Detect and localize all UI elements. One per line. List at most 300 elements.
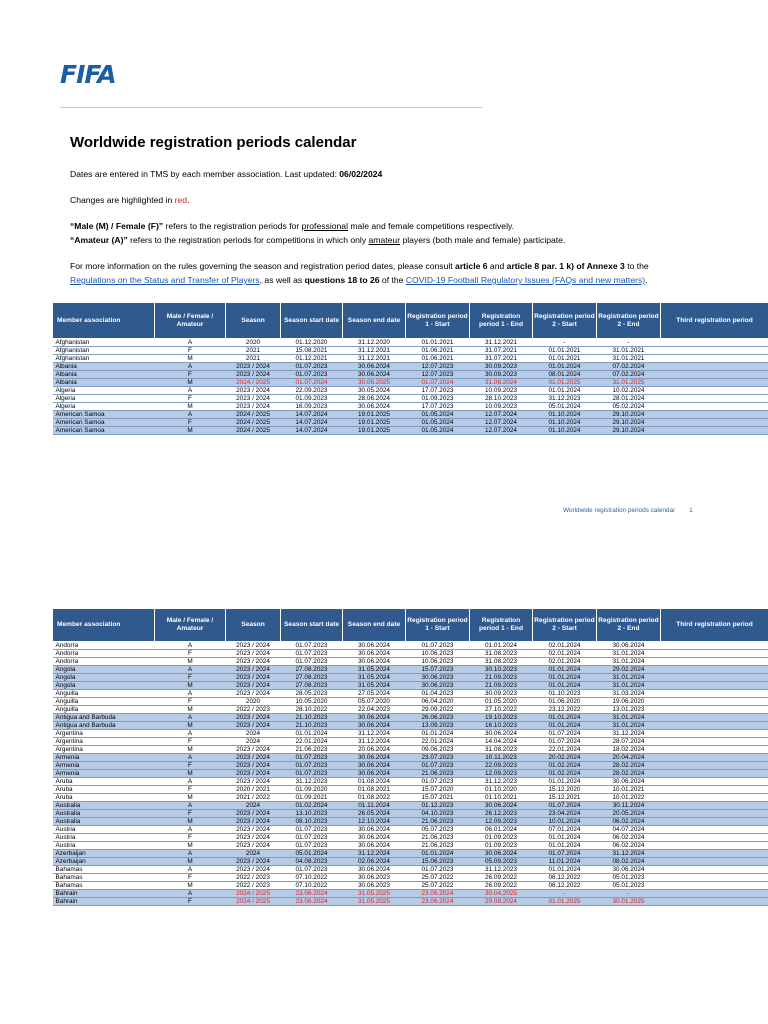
header-period1-end: Registration period 1 - End — [470, 609, 533, 642]
table-row — [53, 818, 768, 826]
cell-period2-start: 01.06.2020 — [533, 698, 597, 706]
cell-season-end: 01.08.2024 — [343, 778, 406, 786]
cell-season-start: 01.07.2024 — [281, 379, 343, 387]
table-row — [53, 762, 768, 770]
cell-season: 2023 / 2024 — [226, 674, 281, 682]
cell-season-start: 01.09.2020 — [281, 786, 343, 794]
more-info-text-4: , as well as — [259, 275, 305, 285]
cell-season: 2023 / 2024 — [226, 746, 281, 754]
cell-period2-end: 29.02.2024 — [597, 666, 661, 674]
cell-third-period — [661, 427, 768, 435]
cell-gender: A — [155, 666, 226, 674]
cell-gender: A — [155, 778, 226, 786]
cell-third-period — [661, 379, 768, 387]
cell-season-end: 01.08.2022 — [343, 794, 406, 802]
cell-season: 2024 / 2025 — [226, 419, 281, 427]
table-header-row — [53, 303, 768, 339]
cell-period1-end: 05.09.2023 — [470, 858, 533, 866]
cell-season: 2024 / 2025 — [226, 379, 281, 387]
cell-season: 2023 / 2024 — [226, 762, 281, 770]
cell-member-association: Bahamas — [53, 874, 155, 882]
cell-period1-end: 31.12.2021 — [470, 339, 533, 347]
cell-third-period — [661, 411, 768, 419]
cell-period2-start: 22.01.2024 — [533, 746, 597, 754]
cell-third-period — [661, 778, 768, 786]
table-row — [53, 427, 768, 435]
fifa-logo: FIFA — [60, 60, 116, 89]
cell-period1-start: 12.07.2023 — [406, 363, 470, 371]
cell-period1-end: 01.10.2020 — [470, 786, 533, 794]
cell-third-period — [661, 770, 768, 778]
cell-member-association: Angola — [53, 682, 155, 690]
cell-period2-start: 01.01.2024 — [533, 674, 597, 682]
table-row — [53, 682, 768, 690]
cell-period1-start: 17.07.2023 — [406, 403, 470, 411]
cell-period2-start: 01.10.2024 — [533, 411, 597, 419]
cell-period1-end: 30.06.2024 — [470, 802, 533, 810]
cell-season: 2023 / 2024 — [226, 690, 281, 698]
cell-period1-start: 10.06.2023 — [406, 658, 470, 666]
cell-season: 2023 / 2024 — [226, 770, 281, 778]
cell-third-period — [661, 882, 768, 890]
cell-member-association: Austria — [53, 842, 155, 850]
cell-season-end: 30.06.2024 — [343, 658, 406, 666]
cell-gender: M — [155, 794, 226, 802]
cell-period1-end: 31.08.2023 — [470, 658, 533, 666]
cell-period1-end: 31.08.2023 — [470, 650, 533, 658]
cell-season: 2020 — [226, 339, 281, 347]
cell-gender: F — [155, 898, 226, 906]
cell-member-association: Argentina — [53, 738, 155, 746]
cell-period1-start: 15.06.2023 — [406, 858, 470, 866]
cell-season: 2023 / 2024 — [226, 387, 281, 395]
cell-season: 2023 / 2024 — [226, 682, 281, 690]
cell-season: 2021 — [226, 355, 281, 363]
cell-period2-end: 04.07.2024 — [597, 826, 661, 834]
cell-period1-end: 10.09.2023 — [470, 387, 533, 395]
cell-period2-end: 31.01.2024 — [597, 714, 661, 722]
cell-period2-start: 01.01.2025 — [533, 379, 597, 387]
cell-period2-end: 28.01.2024 — [597, 395, 661, 403]
cell-third-period — [661, 834, 768, 842]
document-page-2 — [0, 540, 768, 1024]
cell-gender: M — [155, 403, 226, 411]
cell-period2-start: 01.01.2021 — [533, 355, 597, 363]
cell-gender: M — [155, 658, 226, 666]
cell-gender: A — [155, 714, 226, 722]
cell-period2-end: 05.01.2023 — [597, 874, 661, 882]
cell-third-period — [661, 363, 768, 371]
cell-member-association: Australia — [53, 810, 155, 818]
cell-member-association: Aruba — [53, 794, 155, 802]
cell-third-period — [661, 754, 768, 762]
cell-period2-start: 02.01.2024 — [533, 658, 597, 666]
cell-season: 2023 / 2024 — [226, 858, 281, 866]
cell-period2-end: 31.01.2025 — [597, 379, 661, 387]
cell-season-start: 07.10.2022 — [281, 874, 343, 882]
cell-season-start: 27.08.2023 — [281, 666, 343, 674]
cell-member-association: American Samoa — [53, 411, 155, 419]
cell-period2-start: 01.01.2024 — [533, 866, 597, 874]
cell-season-start: 04.08.2023 — [281, 858, 343, 866]
cell-gender: M — [155, 842, 226, 850]
cell-period2-end: 10.02.2024 — [597, 387, 661, 395]
cell-period1-end: 26.09.2022 — [470, 882, 533, 890]
cell-gender: F — [155, 810, 226, 818]
cell-season-start: 01.07.2023 — [281, 363, 343, 371]
cell-period2-end: 31.01.2024 — [597, 674, 661, 682]
table-row — [53, 706, 768, 714]
cell-gender: F — [155, 874, 226, 882]
cell-season: 2023 / 2024 — [226, 658, 281, 666]
cell-season-start: 07.10.2022 — [281, 882, 343, 890]
cell-period2-end: 30.06.2024 — [597, 642, 661, 650]
cell-period1-start: 01.01.2021 — [406, 339, 470, 347]
cell-member-association: Albania — [53, 363, 155, 371]
cell-period2-start: 01.01.2024 — [533, 714, 597, 722]
cell-season-end: 27.05.2024 — [343, 690, 406, 698]
cell-period1-end: 12.07.2024 — [470, 419, 533, 427]
table-row — [53, 866, 768, 874]
cell-third-period — [661, 802, 768, 810]
cell-season-end: 30.06.2024 — [343, 363, 406, 371]
table-row — [53, 642, 768, 650]
cell-member-association: Angola — [53, 674, 155, 682]
table-row — [53, 666, 768, 674]
cell-period1-end: 22.09.2023 — [470, 762, 533, 770]
cell-period1-start: 30.06.2023 — [406, 674, 470, 682]
cell-third-period — [661, 706, 768, 714]
cell-season-end: 30.06.2024 — [343, 722, 406, 730]
more-info-text-1: For more information on the rules governing the season and registration period dates, please consult — [70, 261, 456, 271]
header-gender: Male / Female / Amateur — [155, 609, 226, 642]
table-row — [53, 371, 768, 379]
cell-season-start: 01.07.2023 — [281, 658, 343, 666]
cell-season-start: 22.01.2024 — [281, 738, 343, 746]
more-info-text-5: of the — [379, 275, 406, 285]
questions-ref: questions 18 to 26 — [304, 275, 380, 285]
cell-period2-end: 31.03.2024 — [597, 690, 661, 698]
cell-season-end: 30.06.2024 — [343, 403, 406, 411]
cell-period2-start: 01.10.2024 — [533, 427, 597, 435]
cell-period1-end: 12.07.2024 — [470, 411, 533, 419]
cell-season-start: 28.05.2023 — [281, 690, 343, 698]
page-number: 1 — [689, 507, 693, 514]
cell-season: 2021 / 2022 — [226, 794, 281, 802]
header-gender: Male / Female / Amateur — [155, 303, 226, 339]
cell-season-start: 14.07.2024 — [281, 419, 343, 427]
cell-gender: F — [155, 738, 226, 746]
changes-red-word: red — [174, 195, 188, 205]
changes-note — [70, 193, 710, 207]
cell-gender: M — [155, 882, 226, 890]
covid-faq-link[interactable]: COVID-19 Football Regulatory Issues (FAQs and new matters) — [405, 275, 646, 285]
cell-gender: A — [155, 850, 226, 858]
cell-season: 2023 / 2024 — [226, 810, 281, 818]
cell-period1-end: 30.04.2025 — [470, 890, 533, 898]
cell-period2-end: 13.01.2023 — [597, 706, 661, 714]
cell-member-association: Angola — [53, 666, 155, 674]
header-season: Season — [226, 609, 281, 642]
professional-word: professional — [301, 221, 348, 231]
cell-third-period — [661, 419, 768, 427]
cell-period2-start: 02.01.2024 — [533, 642, 597, 650]
cell-season-start: 01.07.2023 — [281, 866, 343, 874]
cell-member-association: Albania — [53, 371, 155, 379]
cell-period1-start: 10.06.2023 — [406, 650, 470, 658]
cell-season: 2024 — [226, 850, 281, 858]
table-row — [53, 730, 768, 738]
cell-period2-end: 29.10.2024 — [597, 427, 661, 435]
cell-season-start: 21.10.2023 — [281, 714, 343, 722]
cell-period2-start: 01.01.2024 — [533, 722, 597, 730]
cell-member-association: Argentina — [53, 746, 155, 754]
cell-gender: M — [155, 427, 226, 435]
cell-period1-start: 21.06.2023 — [406, 770, 470, 778]
cell-third-period — [661, 674, 768, 682]
last-updated-date: 06/02/2024 — [339, 169, 383, 179]
cell-period2-end: 30.06.2024 — [597, 866, 661, 874]
header-period2-start: Registration period 2 - Start — [533, 609, 597, 642]
cell-third-period — [661, 714, 768, 722]
cell-period1-end: 01.10.2021 — [470, 794, 533, 802]
last-updated-text — [70, 167, 710, 181]
more-info-paragraph — [70, 259, 710, 287]
cell-season-end: 30.06.2024 — [343, 826, 406, 834]
cell-period2-end: 19.06.2020 — [597, 698, 661, 706]
cell-period1-end: 31.07.2021 — [470, 355, 533, 363]
cell-third-period — [661, 818, 768, 826]
cell-period1-start: 25.07.2022 — [406, 882, 470, 890]
cell-third-period — [661, 387, 768, 395]
cell-gender: F — [155, 786, 226, 794]
regulations-link[interactable]: Regulations on the Status and Transfer of Players — [70, 275, 260, 285]
cell-period1-end: 31.07.2021 — [470, 347, 533, 355]
cell-season-start: 28.10.2022 — [281, 706, 343, 714]
header-period2-end: Registration period 2 - End — [597, 303, 661, 339]
cell-period2-start: 01.01.2024 — [533, 387, 597, 395]
cell-period2-start: 01.02.2024 — [533, 770, 597, 778]
cell-gender: A — [155, 730, 226, 738]
table-row — [53, 339, 768, 347]
cell-third-period — [661, 898, 768, 906]
cell-season: 2023 / 2024 — [226, 866, 281, 874]
table-row — [53, 754, 768, 762]
table-body-page-2 — [53, 642, 768, 906]
cell-period1-start: 01.05.2024 — [406, 411, 470, 419]
cell-period2-end: - — [597, 890, 661, 898]
cell-gender: A — [155, 411, 226, 419]
cell-season: 2024 — [226, 802, 281, 810]
cell-period2-start: 31.12.2023 — [533, 395, 597, 403]
cell-period1-end: 26.12.2023 — [470, 810, 533, 818]
cell-member-association: Argentina — [53, 730, 155, 738]
cell-season-end: 20.06.2024 — [343, 746, 406, 754]
cell-gender: F — [155, 698, 226, 706]
cell-season-start: 13.10.2023 — [281, 810, 343, 818]
cell-season-start: 08.10.2023 — [281, 818, 343, 826]
cell-gender: F — [155, 674, 226, 682]
cell-third-period — [661, 746, 768, 754]
cell-period2-end: 31.12.2024 — [597, 850, 661, 858]
cell-period2-end: 31.12.2024 — [597, 730, 661, 738]
cell-period2-start: 01.01.2021 — [533, 347, 597, 355]
cell-member-association: Australia — [53, 818, 155, 826]
table-row — [53, 395, 768, 403]
cell-gender: F — [155, 834, 226, 842]
cell-period2-start: 01.07.2024 — [533, 738, 597, 746]
cell-season: 2023 / 2024 — [226, 818, 281, 826]
cell-period2-end: 31.01.2021 — [597, 355, 661, 363]
cell-period1-start: 15.07.2023 — [406, 666, 470, 674]
cell-period2-start: 06.12.2022 — [533, 882, 597, 890]
male-female-term: “Male (M) / Female (F)” — [70, 221, 164, 231]
cell-season-start: 21.06.2023 — [281, 746, 343, 754]
cell-member-association: Bahamas — [53, 882, 155, 890]
cell-season-start: 01.01.2024 — [281, 730, 343, 738]
header-third-period: Third registration period — [661, 303, 768, 339]
cell-season: 2023 / 2024 — [226, 650, 281, 658]
cell-member-association: Albania — [53, 379, 155, 387]
cell-period2-start: 23.04.2024 — [533, 810, 597, 818]
cell-season-start: 14.07.2024 — [281, 411, 343, 419]
cell-period2-end: 10.01.2022 — [597, 794, 661, 802]
cell-season-start: 22.09.2023 — [281, 387, 343, 395]
cell-period1-end: 19.10.2023 — [470, 714, 533, 722]
registration-table-page-1 — [52, 302, 768, 435]
cell-period1-end: 10.09.2023 — [470, 403, 533, 411]
cell-period2-start: 01.07.2024 — [533, 730, 597, 738]
cell-period2-end: 07.02.2024 — [597, 371, 661, 379]
table-row — [53, 850, 768, 858]
cell-period2-start: 05.01.2024 — [533, 403, 597, 411]
cell-season: 2023 / 2024 — [226, 642, 281, 650]
cell-gender: A — [155, 802, 226, 810]
cell-period1-start: 12.07.2023 — [406, 371, 470, 379]
cell-season-end: 30.06.2024 — [343, 834, 406, 842]
cell-season-end: 31.12.2024 — [343, 850, 406, 858]
table-row — [53, 890, 768, 898]
cell-season-start: 01.07.2023 — [281, 650, 343, 658]
header-season-end: Season end date — [343, 303, 406, 339]
cell-period1-end: 10.11.2023 — [470, 754, 533, 762]
cell-third-period — [661, 339, 768, 347]
cell-season: 2023 / 2024 — [226, 834, 281, 842]
cell-member-association: Anguilla — [53, 706, 155, 714]
cell-season-end: 31.12.2020 — [343, 339, 406, 347]
cell-period1-end: 30.06.2024 — [470, 730, 533, 738]
header-season-start: Season start date — [281, 303, 343, 339]
cell-period2-end: 29.10.2024 — [597, 411, 661, 419]
header-period1-start: Registration period 1 - Start — [406, 609, 470, 642]
cell-member-association: Armenia — [53, 762, 155, 770]
cell-period1-start: 21.06.2023 — [406, 818, 470, 826]
cell-period1-start: 15.07.2020 — [406, 786, 470, 794]
table-row — [53, 882, 768, 890]
cell-gender: M — [155, 706, 226, 714]
cell-period2-end: 10.01.2021 — [597, 786, 661, 794]
cell-third-period — [661, 858, 768, 866]
table-row — [53, 411, 768, 419]
cell-season-start: 01.12.2021 — [281, 355, 343, 363]
table-row — [53, 347, 768, 355]
cell-period1-end: 30.09.2023 — [470, 363, 533, 371]
last-updated-label: Dates are entered in TMS by each member association. Last updated: — [70, 169, 340, 179]
cell-gender: A — [155, 642, 226, 650]
cell-period2-start: 20.02.2024 — [533, 754, 597, 762]
cell-member-association: Algeria — [53, 403, 155, 411]
header-season-start: Season start date — [281, 609, 343, 642]
cell-period2-end: 31.01.2021 — [597, 347, 661, 355]
cell-period2-start: 01.02.2024 — [533, 762, 597, 770]
cell-period2-start: 01.01.2024 — [533, 842, 597, 850]
cell-member-association: Armenia — [53, 770, 155, 778]
cell-season: 2022 / 2023 — [226, 706, 281, 714]
table-row — [53, 826, 768, 834]
cell-member-association: Bahrain — [53, 890, 155, 898]
cell-period2-start: - — [533, 890, 597, 898]
cell-member-association: Austria — [53, 826, 155, 834]
cell-third-period — [661, 786, 768, 794]
cell-period1-start: 09.06.2023 — [406, 746, 470, 754]
cell-period2-end: 30.06.2024 — [597, 778, 661, 786]
cell-period2-end: 31.01.2024 — [597, 722, 661, 730]
cell-period1-start: 26.06.2023 — [406, 714, 470, 722]
more-info-text-2: and — [487, 261, 507, 271]
table-row — [53, 738, 768, 746]
cell-period2-end: 29.10.2024 — [597, 419, 661, 427]
table-row — [53, 698, 768, 706]
cell-season: 2023 / 2024 — [226, 778, 281, 786]
cell-gender: F — [155, 419, 226, 427]
cell-gender: M — [155, 858, 226, 866]
cell-period1-end: 01.09.2023 — [470, 842, 533, 850]
cell-third-period — [661, 810, 768, 818]
cell-period2-start: 06.12.2022 — [533, 874, 597, 882]
cell-season-start: 01.07.2023 — [281, 834, 343, 842]
cell-third-period — [661, 794, 768, 802]
cell-season-end: 30.05.2024 — [343, 387, 406, 395]
cell-third-period — [661, 371, 768, 379]
cell-gender: A — [155, 866, 226, 874]
cell-season-start: 31.12.2023 — [281, 778, 343, 786]
cell-period2-start: 01.10.2023 — [533, 690, 597, 698]
cell-period1-end: 12.09.2023 — [470, 770, 533, 778]
cell-season-start: 01.07.2023 — [281, 842, 343, 850]
cell-period2-start: 01.01.2024 — [533, 778, 597, 786]
cell-season-end: 31.12.2024 — [343, 738, 406, 746]
header-member-association: Member association — [53, 609, 155, 642]
cell-season-start: 01.07.2023 — [281, 770, 343, 778]
cell-season: 2023 / 2024 — [226, 371, 281, 379]
cell-period2-end: 08.02.2024 — [597, 858, 661, 866]
cell-member-association: Armenia — [53, 754, 155, 762]
cell-period1-start: 05.07.2023 — [406, 826, 470, 834]
cell-third-period — [661, 762, 768, 770]
cell-period2-end: 06.02.2024 — [597, 818, 661, 826]
cell-period2-end: 20.05.2024 — [597, 810, 661, 818]
cell-member-association: Antigua and Barbuda — [53, 722, 155, 730]
cell-period1-start: 22.01.2024 — [406, 738, 470, 746]
cell-period1-end: 14.04.2024 — [470, 738, 533, 746]
cell-season-end: 28.06.2024 — [343, 395, 406, 403]
cell-period1-start: 01.04.2023 — [406, 690, 470, 698]
cell-season-end: 30.06.2024 — [343, 371, 406, 379]
cell-period1-start: 23.06.2024 — [406, 890, 470, 898]
amateur-text-2: players (both male and female) participate. — [400, 235, 566, 245]
cell-period1-start: 29.09.2022 — [406, 706, 470, 714]
cell-third-period — [661, 642, 768, 650]
